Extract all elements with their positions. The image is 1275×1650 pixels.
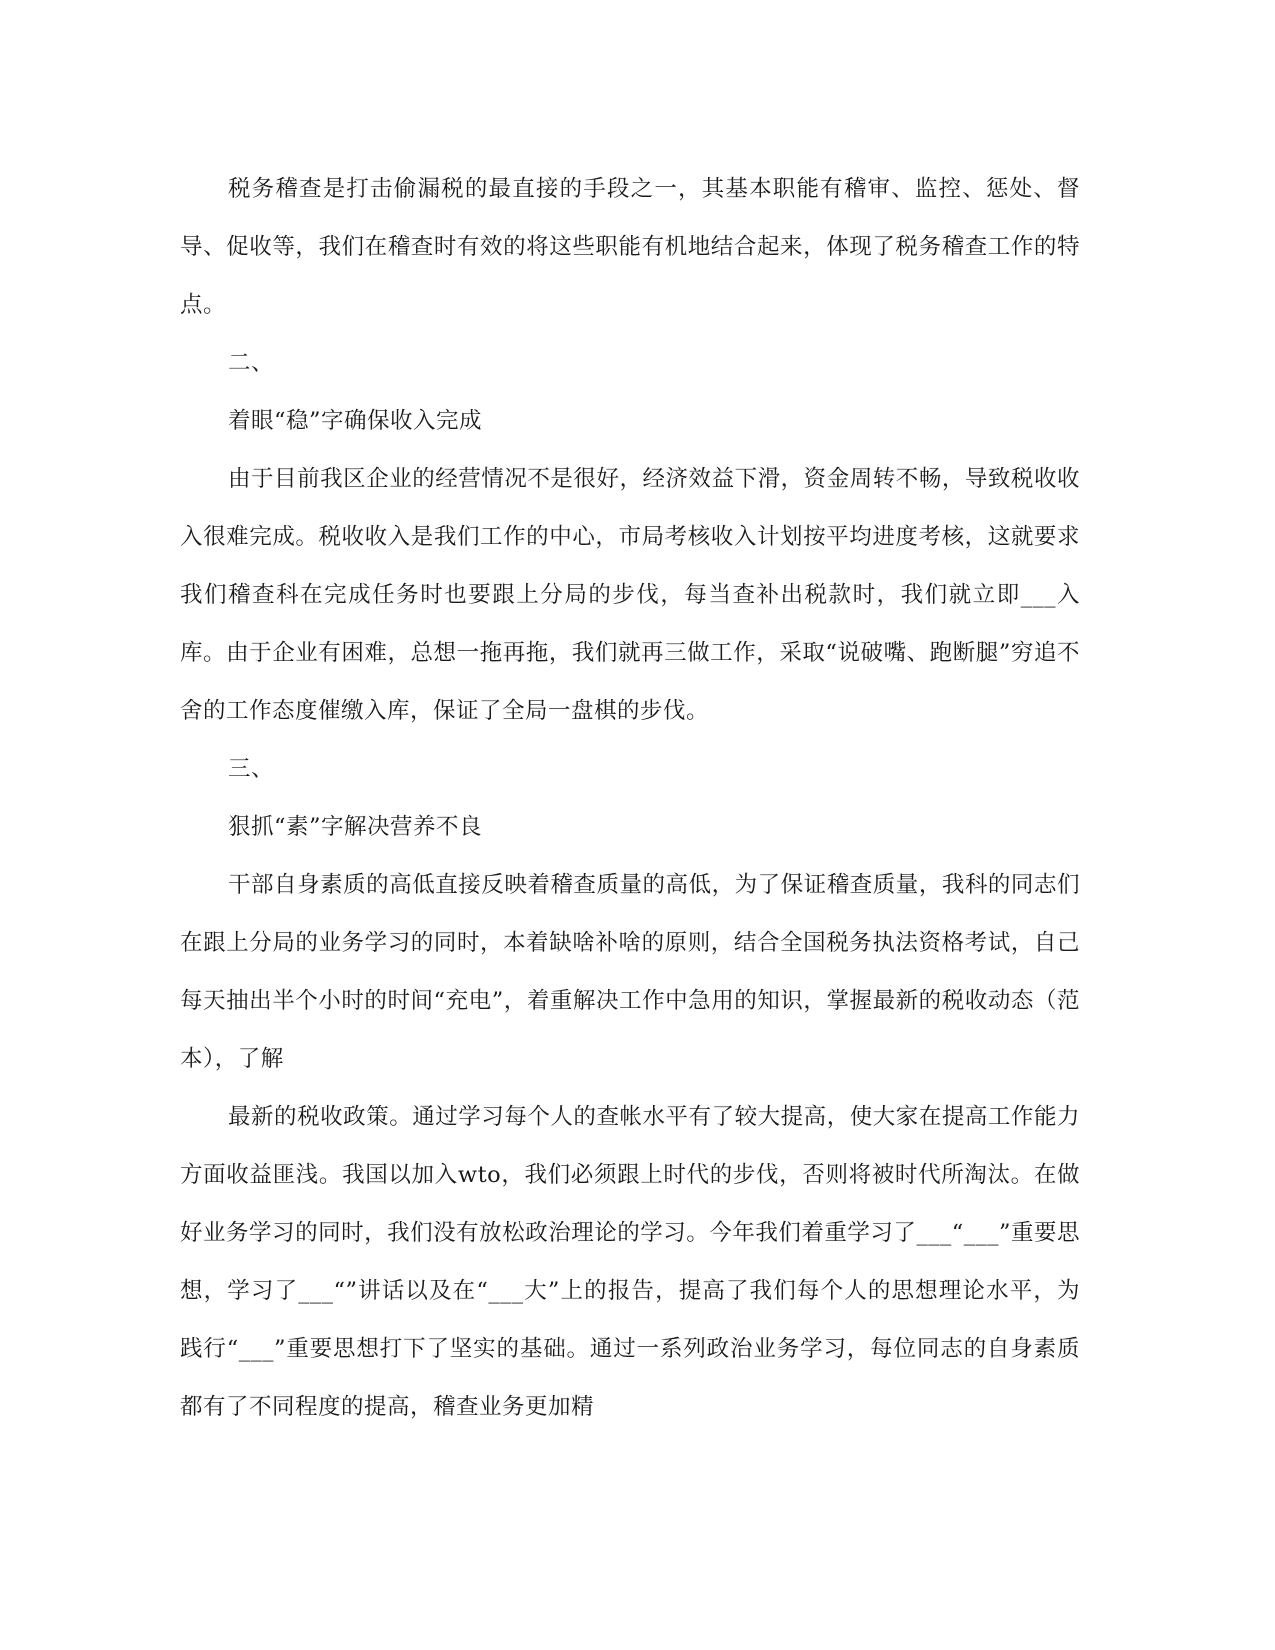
section-subtitle-stability: 着眼“稳”字确保收入完成	[228, 408, 483, 434]
section-heading-two: 二、	[228, 350, 275, 376]
paragraph-policy-study: 最新的税收政策。通过学习每个人的查帐水平有了较大提高，使大家在提高工作能力方面收益匪浅。我国以加入wto，我们必须跟上时代的步伐，否则将被时代所淘汰。在做好业务学习的同时，我们没有放松政治理论的学习。今年我们着重学习了___“___”重要思想，学习了___“”讲话以及在“___大”上的报告，提高了我们每个人的思想理论水平，为践行“___”重要思想打下了坚实的基础。通过一系列政治业务学习，每位同志的自身素质都有了不同程度的提高，稽查业务更加精	[180, 1104, 1080, 1420]
section-subtitle-quality: 狠抓“素”字解决营养不良	[228, 814, 483, 840]
paragraph-staff-quality: 干部自身素质的高低直接反映着稽查质量的高低，为了保证稽查质量，我科的同志们在跟上分局的业务学习的同时，本着缺啥补啥的原则，结合全国税务执法资格考试，自己每天抽出半个小时的时间“充电”，着重解决工作中急用的知识，掌握最新的税收动态（范本），了解	[180, 872, 1080, 1072]
paragraph-revenue-completion: 由于目前我区企业的经营情况不是很好，经济效益下滑，资金周转不畅，导致税收收入很难完成。税收收入是我们工作的中心，市局考核收入计划按平均进度考核，这就要求我们稽查科在完成任务时也要跟上分局的步伐，每当查补出税款时，我们就立即___入库。由于企业有困难，总想一拖再拖，我们就再三做工作，采取“说破嘴、跑断腿”穷追不舍的工作态度催缴入库，保证了全局一盘棋的步伐。	[180, 466, 1080, 724]
paragraph-tax-inspection-functions: 税务稽查是打击偷漏税的最直接的手段之一，其基本职能有稽审、监控、惩处、督导、促收等，我们在稽查时有效的将这些职能有机地结合起来，体现了税务稽查工作的特点。	[180, 176, 1080, 318]
section-heading-three: 三、	[228, 756, 275, 782]
document-body	[180, 160, 1080, 1436]
